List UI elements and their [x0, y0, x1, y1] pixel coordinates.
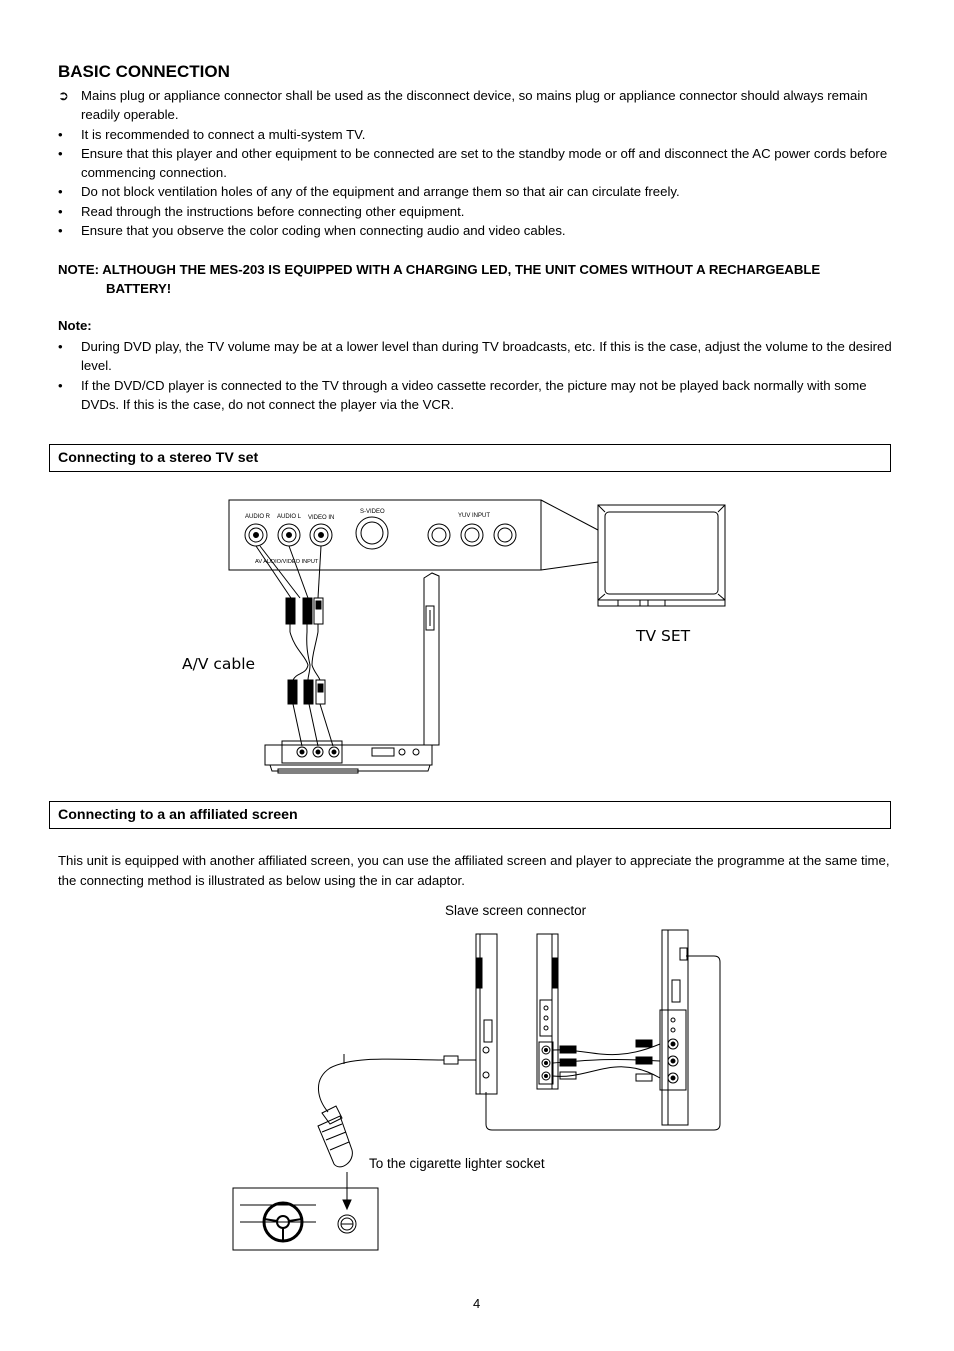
list-item: ➲ Mains plug or appliance connector shall be used as the disconnect device, so mains plug or appliance connector should always remain readily operable. — [58, 88, 868, 123]
affiliated-screen-paragraph: This unit is equipped with another affiliated screen, you can use the affiliated screen and player to appreciate the programme at the same time, the connecting method is illustrated as below using the in car adaptor. — [58, 853, 890, 888]
av-input-label: AV AUDIO/VIDEO INPUT — [255, 559, 319, 565]
slave-connector-label: Slave screen connector — [445, 903, 587, 918]
car-adapter-plug-icon — [318, 1106, 352, 1167]
list-item: • It is recommended to connect a multi-system TV. — [58, 125, 900, 144]
bullet-icon: • — [58, 126, 63, 142]
car-dashboard-panel — [233, 1188, 378, 1250]
cigarette-lighter-socket-icon — [338, 1215, 356, 1233]
note-label: Note: — [58, 318, 92, 333]
page-number: 4 — [473, 1296, 481, 1311]
bullet-icon: • — [58, 223, 63, 239]
video-in-label: VIDEO IN — [308, 515, 335, 521]
list-item: • If the DVD/CD player is connected to the TV through a video cassette recorder, the picture may not be played back normally with some DVDs. If this is the case, do not connect the player via the VCR. — [58, 377, 867, 412]
av-cable-label: A/V cable — [182, 655, 256, 673]
bullet-icon: • — [58, 339, 63, 354]
tv-set-label: TV SET — [636, 627, 691, 645]
slave-screen-icon — [537, 934, 558, 1089]
slave-screen-icon — [476, 934, 497, 1094]
main-player-icon — [660, 930, 688, 1125]
yuv-input-label: YUV INPUT — [458, 513, 491, 519]
audio-l-label: AUDIO L — [277, 514, 302, 520]
bullet-icon: • — [58, 184, 63, 200]
list-item: • Ensure that you observe the color coding when connecting audio and video cables. — [58, 221, 900, 240]
lighter-socket-label: To the cigarette lighter socket — [369, 1156, 545, 1171]
bullet-icon: • — [58, 377, 63, 393]
list-item: • Ensure that this player and other equipment to be connected are set to the standby mode or off and disconnect the AC power cords before commencing connection. — [58, 145, 888, 181]
section-heading-affiliated-screen: Connecting to a an affiliated screen — [49, 801, 891, 829]
bullet-icon: • — [58, 145, 63, 161]
battery-warning: NOTE: ALTHOUGH THE MES-203 IS EQUIPPED WITH A CHARGING LED, THE UNIT COMES WITHOUT A RECHARGEABLE BATTERY! — [58, 262, 821, 297]
section-heading-stereo-tv: Connecting to a stereo TV set — [49, 444, 891, 472]
audio-r-label: AUDIO R — [245, 514, 271, 520]
bullet-icon: • — [58, 203, 63, 219]
list-item: • Do not block ventilation holes of any of the equipment and arrange them so that air can circulate freely. — [58, 182, 900, 201]
page-title: BASIC CONNECTION — [58, 62, 230, 81]
list-item: • During DVD play, the TV volume may be at a lower level than during TV broadcasts, etc. If this is the case, adjust the volume to the desired level. — [58, 339, 892, 374]
list-item: • Read through the instructions before connecting other equipment. — [58, 202, 900, 221]
arrow-bullet-icon: ➲ — [58, 88, 70, 103]
s-video-label: S-VIDEO — [360, 509, 385, 515]
